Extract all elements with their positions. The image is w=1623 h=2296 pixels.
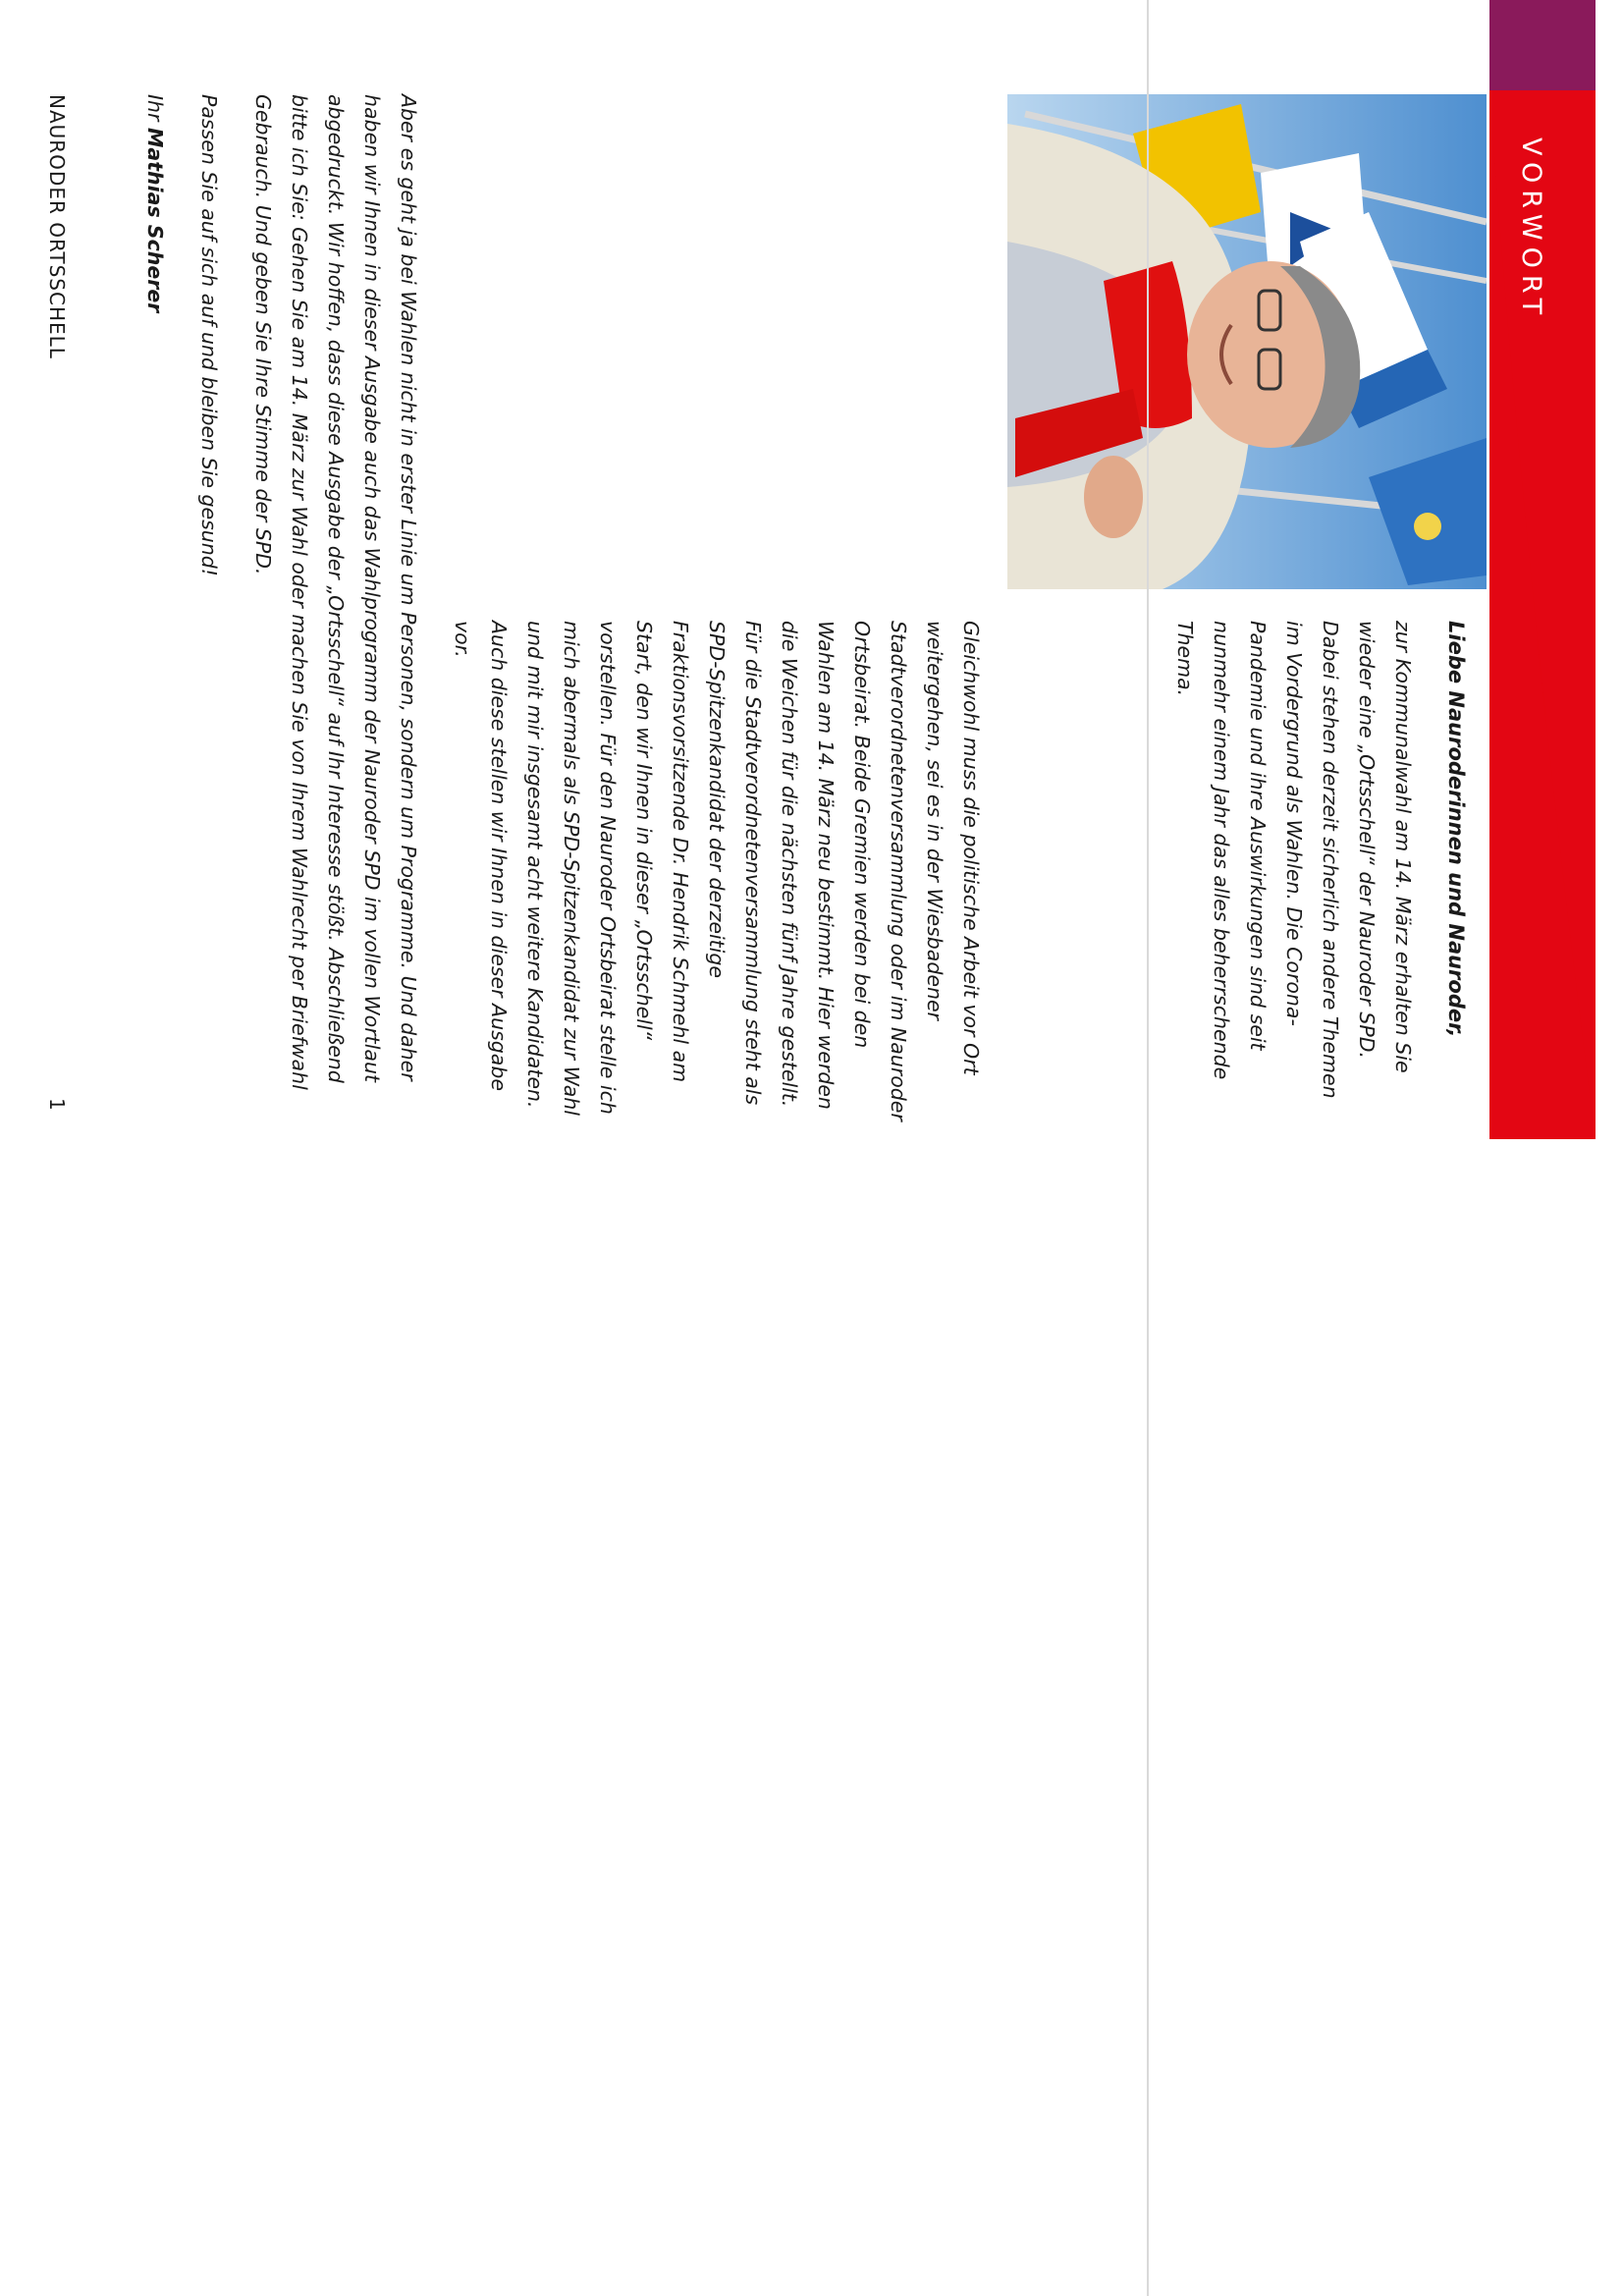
portrait-photo bbox=[1007, 94, 1487, 589]
section-label: VORWORT bbox=[1516, 137, 1546, 322]
publication-title: NAURODER ORTSSCHELL bbox=[45, 94, 69, 359]
intro-column bbox=[1151, 621, 1474, 1123]
greeting: Liebe Nauroderinnen und Nauroder, bbox=[1444, 621, 1468, 1038]
scan-edge bbox=[1147, 0, 1149, 2296]
portrait-illustration bbox=[1007, 94, 1487, 589]
signature bbox=[136, 94, 173, 1123]
rotated-page bbox=[5, 0, 1596, 1139]
paragraph: zur Kommunalwahl am 14. März erhalten Sie wieder eine „Ortsschell“ der Nauroder SPD. Dabei stehen derzeit sicherlich andere Themen im Vordergrund als Wahlen. Die Corona-Pandemie und ihre Auswirkungen sind seit nunmehr einem Jahr das alles beherrschende Thema. bbox=[1173, 621, 1415, 1099]
closing-line: Passen Sie auf sich auf und bleiben Sie gesund! bbox=[197, 94, 221, 576]
header-band bbox=[1489, 0, 1596, 1139]
header-accent bbox=[1489, 0, 1596, 90]
signature-name: Mathias Scherer bbox=[143, 127, 167, 313]
paragraph: Aber es geht ja bei Wahlen nicht in erster Linie um Personen, sondern um Programme. Und daher haben wir Ihnen in dieser Ausgabe auch das Wahlprogramm der Nauroder SPD im vollen Wortlaut abgedruckt. Wir hoffen, dass diese Ausgabe der „Ortsschell“ auf Ihr Interesse stößt. Abschließend bitte ich Sie: Gehen Sie am 14. März zur Wahl oder machen Sie von Ihrem Wahlrecht per Briefwahl Gebrauch. Und geben Sie Ihre Stimme der SPD. bbox=[251, 94, 420, 1090]
letter-body bbox=[136, 94, 989, 1123]
paragraph: Gleichwohl muss die politische Arbeit vor Ort weitergehen, sei es in der Wiesbadener Stadtverordnetenversammlung oder im Nauroder Ortsbeirat. Beide Gremien werden bei den Wahlen am 14. März neu bestimmt. Hier werden die Weichen für die nächsten fünf Jahre gestellt. Für die Stadtverordnetenversammlung steht als SPD-Spitzenkandidat der derzeitige Fraktionsvorsitzende Dr. Hendrik Schmehl am Start, den wir Ihnen in dieser „Ortsschell“ vorstellen. Für den Nauroder Ortsbeirat stelle ich mich abermals als SPD-Spitzenkandidat zur Wahl und mit mir insgesamt acht weitere Kandidaten. Auch diese stellen wir Ihnen in dieser Ausgabe vor. bbox=[451, 621, 983, 1121]
page-number: 1 bbox=[45, 1098, 69, 1111]
signature-prefix: Ihr bbox=[143, 94, 167, 128]
